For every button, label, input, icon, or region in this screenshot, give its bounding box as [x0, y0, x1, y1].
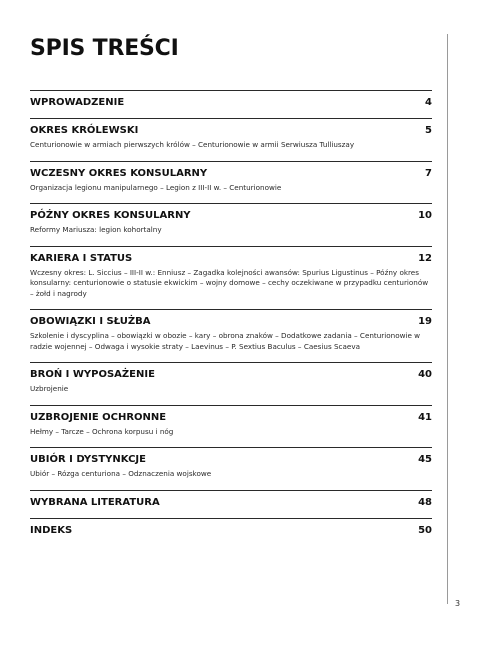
toc-entry-description: Szkolenie i dyscyplina – obowiązki w obozie – kary – obrona znaków – Dodatkowe zadania – Centurionowie w radzie wojennej – Odwaga i wysokie straty – Laevinus – P. Sextius Baculus – Caesius Scaeva — [30, 331, 421, 351]
toc-entry — [30, 362, 432, 395]
toc-entry — [30, 246, 432, 300]
table-of-contents — [30, 90, 432, 546]
toc-entry-page-number: 5 — [425, 125, 432, 136]
toc-entry-page-number: 19 — [418, 316, 432, 327]
margin-rule — [447, 34, 448, 604]
toc-entry-title: UBIÓR I DYSTYNKCJE — [30, 454, 146, 465]
toc-entry — [30, 447, 432, 480]
page-number: 3 — [455, 599, 461, 608]
toc-entry — [30, 518, 432, 536]
toc-entry-description: Reformy Mariusza: legion kohortalny — [30, 225, 162, 234]
toc-entry-header — [30, 125, 432, 136]
toc-entry-header — [30, 253, 432, 264]
toc-entry-page-number: 45 — [418, 454, 432, 465]
toc-entry — [30, 405, 432, 438]
toc-entry-header — [30, 316, 432, 327]
toc-entry-header — [30, 412, 432, 423]
toc-entry-description: Ubiór – Rózga centuriona – Odznaczenia wojskowe — [30, 469, 212, 478]
toc-entry — [30, 309, 432, 352]
toc-entry-page-number: 40 — [418, 369, 432, 380]
toc-entry-title: OBOWIĄZKI I SŁUŻBA — [30, 316, 151, 327]
toc-entry-title: UZBROJENIE OCHRONNE — [30, 411, 167, 423]
toc-entry-title: WYBRANA LITERATURA — [30, 496, 160, 508]
toc-entry-description: Organizacja legionu manipularnego – Legion z III-II w. – Centurionowie — [30, 182, 282, 192]
toc-entry-title: PÓŹNY OKRES KONSULARNY — [30, 210, 191, 221]
toc-entry-header — [30, 525, 432, 536]
toc-entry-description: Uzbrojenie — [30, 384, 69, 393]
toc-entry — [30, 490, 432, 508]
toc-entry-description: Wczesny okres: L. Siccius – III-II w.: Enniusz – Zagadka kolejności awansów: Spurius Ligustinus – Późny okres konsularny: centurionowie o statusie ekwickim – wojny domowe – cechy oczekiwane w przypadku centurionów – żołd i nagrody — [30, 267, 429, 298]
toc-entry-header — [30, 369, 432, 380]
toc-entry-page-number: 10 — [418, 210, 432, 221]
toc-entry-header — [30, 168, 432, 179]
toc-entry-title: OKRES KRÓLEWSKI — [30, 125, 139, 136]
toc-entry — [30, 161, 432, 194]
toc-entry-page-number: 7 — [425, 167, 432, 179]
toc-entry — [30, 203, 432, 236]
toc-entry-title: BROŃ I WYPOSAŻENIE — [30, 369, 155, 380]
toc-entry-description: Hełmy – Tarcze – Ochrona korpusu i nóg — [30, 426, 174, 436]
toc-entry-title: KARIERA I STATUS — [30, 252, 133, 264]
toc-entry-header — [30, 454, 432, 465]
toc-entry-page-number: 50 — [418, 524, 432, 536]
page-title: SPIS TREŚCI — [30, 36, 179, 61]
toc-entry-title: WPROWADZENIE — [30, 97, 125, 108]
toc-entry — [30, 118, 432, 151]
toc-entry-description: Centurionowie w armiach pierwszych królów – Centurionowie w armii Serwiusza Tulliuszay — [30, 140, 355, 149]
toc-entry-page-number: 48 — [418, 496, 432, 508]
toc-entry-title: INDEKS — [30, 524, 73, 536]
toc-entry-page-number: 4 — [425, 97, 432, 108]
toc-entry-header — [30, 497, 432, 508]
toc-entry-page-number: 12 — [418, 252, 432, 264]
toc-entry-header — [30, 97, 432, 108]
toc-entry-title: WCZESNY OKRES KONSULARNY — [30, 167, 208, 179]
toc-entry-page-number: 41 — [418, 411, 432, 423]
toc-entry-header — [30, 210, 432, 221]
toc-entry — [30, 90, 432, 108]
